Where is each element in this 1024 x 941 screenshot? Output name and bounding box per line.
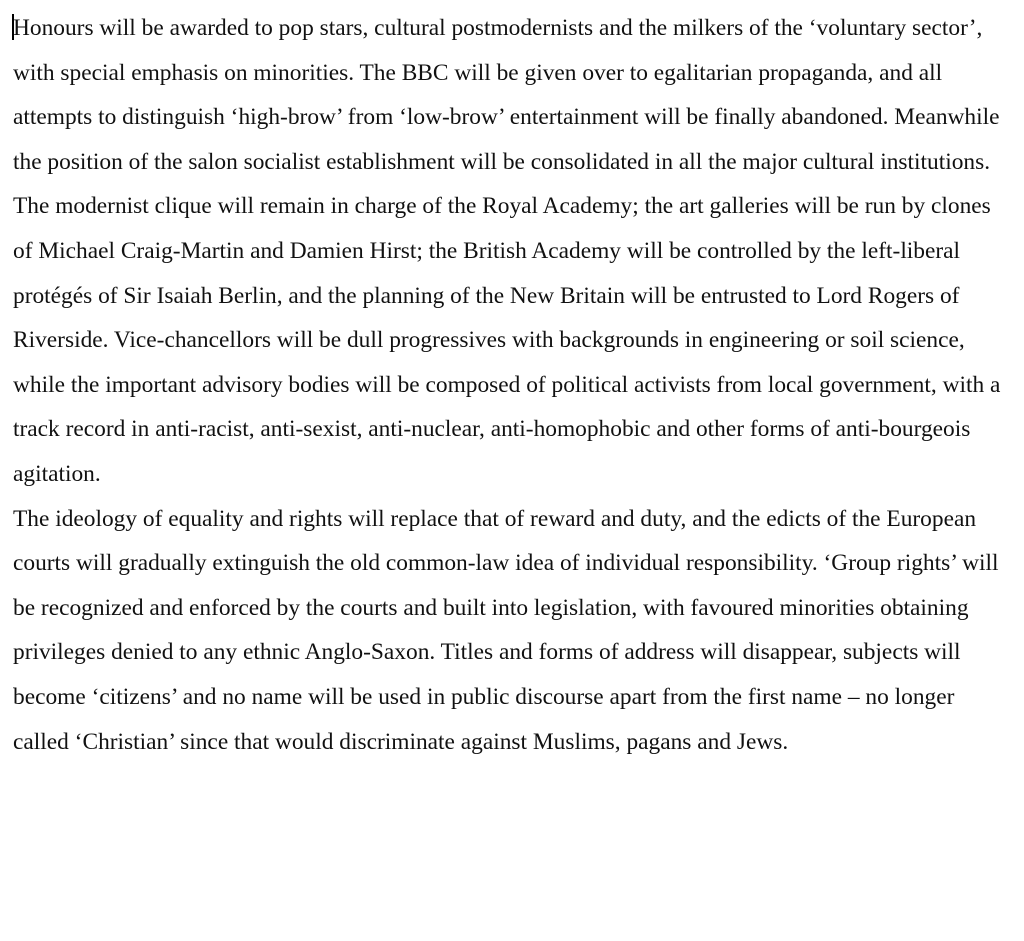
- paragraph-2[interactable]: The ideology of equality and rights will replace that of reward and duty, and the edicts of the European courts will gradually extinguish the old common-law idea of individual responsibility. ‘Group rights’ will be recognized and enforced by the courts and built into legislation, with favoured minorities obtaining privileges denied to any ethnic Anglo-Saxon. Titles and forms of address will disappear, subjects will become ‘citizens’ and no name will be used in public discourse apart from the first name – no longer called ‘Christian’ since that would discriminate against Muslims, pagans and Jews.: [13, 505, 999, 755]
- text-cursor: [12, 14, 14, 40]
- paragraph-1[interactable]: Honours will be awarded to pop stars, cultural postmodernists and the milkers of the ‘voluntary sector’, with special emphasis on minorities. The BBC will be given over to egalitarian propaganda, and all attempts to distinguish ‘high-brow’ from ‘low-brow’ entertainment will be finally abandoned. Meanwhile the position of the salon socialist establishment will be consolidated in all the major cultural institutions. The modernist clique will remain in charge of the Royal Academy; the art galleries will be run by clones of Michael Craig-Martin and Damien Hirst; the British Academy will be controlled by the left-liberal protégés of Sir Isaiah Berlin, and the planning of the New Britain will be entrusted to Lord Rogers of Riverside. Vice-chancellors will be dull progressives with backgrounds in engineering or soil science, while the important advisory bodies will be composed of political activists from local government, with a track record in anti-racist, anti-sexist, anti-nuclear, anti-homophobic and other forms of anti-bourgeois agitation.: [13, 15, 1001, 487]
